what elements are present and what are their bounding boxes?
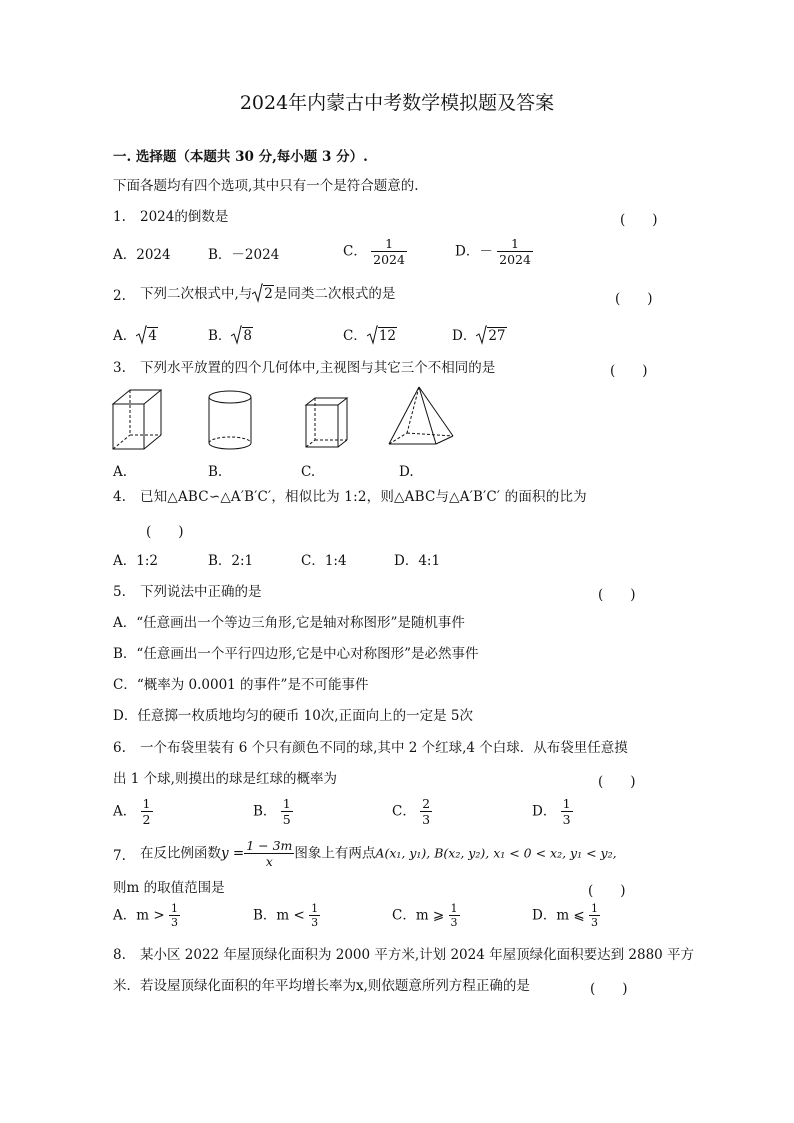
q6-a-den: 2 <box>142 812 151 827</box>
q2-number: 2. <box>113 288 126 304</box>
q2-option-a <box>113 327 158 345</box>
q7-d-fraction <box>589 902 600 929</box>
q7-a-num: 1 <box>170 902 178 915</box>
q7-stem <box>140 838 617 869</box>
q4-option-d: D．4:1 <box>394 553 441 569</box>
sqrt-symbol <box>231 327 253 345</box>
q1-stem: 2024的倒数是 <box>140 209 229 225</box>
q6-b-fraction <box>281 796 293 827</box>
q6-c-num: 2 <box>422 796 431 811</box>
q8-stem-line2: 米．若设屋顶绿化面积的年平均增长率为x,则依题意所列方程正确的是 <box>113 978 530 994</box>
q5-option-d: D．任意掷一枚质地均匀的硬币 10次,正面向上的一定是 5次 <box>113 708 473 724</box>
q1-c-label: C． <box>343 243 367 260</box>
q2-b-radicand: 8 <box>243 328 253 344</box>
q7-c-label: C．m ⩾ <box>392 907 445 924</box>
q2-option-b <box>208 327 253 345</box>
q2-c-label: C． <box>343 328 367 344</box>
q1-number: 1. <box>113 209 126 225</box>
q3-option-c: C. <box>301 464 316 480</box>
cylinder-figure <box>205 388 255 452</box>
q7-c-fraction <box>449 902 460 929</box>
q1-answer-paren: ( ) <box>620 212 658 228</box>
q6-answer-paren: ( ) <box>598 774 636 790</box>
q7-d-label: D．m ⩽ <box>532 907 585 924</box>
q5-option-b: B．“任意画出一个平行四边形,它是中心对称图形”是必然事件 <box>113 646 479 662</box>
cuboid-figure <box>302 394 352 452</box>
q2-a-radicand: 4 <box>148 328 157 344</box>
q7-d-den: 3 <box>591 916 599 929</box>
q8-stem-line1: 某小区 2022 年屋顶绿化面积为 2000 平方米,计划 2024 年屋顶绿化面积要达到 2880 平方 <box>140 947 695 963</box>
q3-option-a: A. <box>113 464 128 480</box>
q6-stem-line2: 出 1 个球,则摸出的球是红球的概率为 <box>113 771 337 787</box>
q6-b-den: 5 <box>282 812 291 827</box>
triangular-prism-figure <box>110 386 166 452</box>
q6-stem-line1: 一个布袋里装有 6 个只有颜色不同的球,其中 2 个红球,4 个白球．从布袋里任意摸 <box>140 740 628 756</box>
q7-b-label: B．m < <box>253 907 305 924</box>
q6-c-fraction <box>420 796 432 827</box>
q1-d-den: 2024 <box>499 252 531 267</box>
pyramid-figure <box>385 384 457 450</box>
q5-number: 5. <box>113 584 126 600</box>
q2-option-c <box>343 327 397 345</box>
q6-a-fraction <box>141 796 153 827</box>
q8-answer-paren: ( ) <box>590 981 628 997</box>
q6-d-label: D． <box>532 803 557 820</box>
q2-c-radicand: 12 <box>378 328 397 344</box>
page-title: 2024年内蒙古中考数学模拟题及答案 <box>239 92 555 114</box>
q7-option-d <box>532 902 600 929</box>
sqrt-symbol <box>476 327 506 345</box>
q3-option-b: B. <box>208 464 223 480</box>
q3-stem: 下列水平放置的四个几何体中,主视图与其它三个不相同的是 <box>140 360 496 376</box>
q2-stem-radicand: 2 <box>264 286 273 302</box>
q7-option-a <box>113 902 180 929</box>
q6-b-label: B． <box>253 803 277 820</box>
q1-option-c <box>343 236 407 267</box>
q6-b-num: 1 <box>282 796 291 811</box>
q5-stem: 下列说法中正确的是 <box>140 584 262 600</box>
q3-answer-paren: ( ) <box>610 363 648 379</box>
q6-option-c <box>392 796 432 827</box>
q1-d-fraction <box>497 236 533 267</box>
q4-stem: 已知△ABC∽△A′B′C′，相似比为 1:2，则△ABC与△A′B′C′ 的面积的比为 <box>140 489 587 505</box>
q6-a-label: A． <box>113 803 137 820</box>
q7-b-fraction <box>309 902 320 929</box>
q7-b-num: 1 <box>311 902 319 915</box>
sqrt-symbol <box>252 285 274 303</box>
q6-d-fraction <box>561 796 573 827</box>
q1-c-fraction <box>371 236 407 267</box>
q2-answer-paren: ( ) <box>615 291 653 307</box>
q6-option-b <box>253 796 293 827</box>
q7-answer-paren: ( ) <box>588 883 626 899</box>
sqrt-symbol <box>136 327 158 345</box>
q6-d-num: 1 <box>562 796 571 811</box>
q2-stem-post: 是同类二次根式的是 <box>273 286 396 302</box>
section-heading: 一. 选择题（本题共 30 分,每小题 3 分）. <box>113 149 368 165</box>
q1-option-a: A．2024 <box>113 247 171 263</box>
q7-func-fraction <box>244 838 294 869</box>
q7-func-den: x <box>265 854 273 869</box>
q1-c-num: 1 <box>371 236 407 252</box>
q7-option-c <box>392 902 460 929</box>
q5-option-a: A．“任意画出一个等边三角形,它是轴对称图形”是随机事件 <box>113 615 465 631</box>
q3-option-d: D. <box>399 464 414 480</box>
q7-c-den: 3 <box>450 916 458 929</box>
q7-func-num: 1 − 3m <box>246 838 293 853</box>
q7-points: A(x₁, y₁), B(x₂, y₂), x₁ < 0 < x₂, y₁ < y₂, <box>375 845 617 861</box>
q5-option-c: C．“概率为 0.0001 的事件”是不可能事件 <box>113 677 369 693</box>
q6-d-den: 3 <box>562 812 571 827</box>
q4-option-b: B．2:1 <box>208 553 254 569</box>
q3-number: 3. <box>113 360 126 376</box>
q2-a-label: A． <box>113 328 137 344</box>
q2-stem <box>140 285 395 303</box>
q1-d-label: D．－ <box>455 243 493 260</box>
q2-b-label: B． <box>208 328 232 344</box>
q7-a-label: A．m > <box>113 907 165 924</box>
q7-number: 7. <box>113 848 126 864</box>
q1-option-b: B．－2024 <box>208 247 280 263</box>
q4-option-c: C．1:4 <box>301 553 347 569</box>
q6-a-num: 1 <box>142 796 151 811</box>
q1-d-num: 1 <box>497 236 533 252</box>
q6-option-a <box>113 796 153 827</box>
q4-number: 4. <box>113 489 126 505</box>
q1-option-d <box>455 236 533 267</box>
q6-number: 6. <box>113 740 126 756</box>
q7-func-lhs: y = <box>221 845 245 862</box>
q6-option-d <box>532 796 573 827</box>
q7-stem-pre: 在反比例函数 <box>140 845 221 862</box>
q7-a-den: 3 <box>170 916 178 929</box>
q7-stem-line2: 则m 的取值范围是 <box>113 880 225 896</box>
q7-option-b <box>253 902 320 929</box>
section-intro: 下面各题均有四个选项,其中只有一个是符合题意的. <box>113 178 419 194</box>
q5-answer-paren: ( ) <box>598 587 636 603</box>
q7-stem-mid: 图象上有两点 <box>294 845 376 862</box>
q2-stem-pre: 下列二次根式中,与 <box>140 286 253 302</box>
q7-d-num: 1 <box>591 902 599 915</box>
q6-c-den: 3 <box>422 812 431 827</box>
q8-number: 8. <box>113 947 126 963</box>
q7-c-num: 1 <box>450 902 458 915</box>
q7-b-den: 3 <box>311 916 319 929</box>
q2-option-d <box>452 327 507 345</box>
q7-a-fraction <box>169 902 180 929</box>
q6-c-label: C． <box>392 803 416 820</box>
q2-d-radicand: 27 <box>488 328 506 344</box>
q4-answer-paren: ( ) <box>146 524 184 540</box>
sqrt-symbol <box>367 327 397 345</box>
q2-d-label: D． <box>452 328 477 344</box>
q1-c-den: 2024 <box>373 252 405 267</box>
q4-option-a: A．1:2 <box>113 553 158 569</box>
